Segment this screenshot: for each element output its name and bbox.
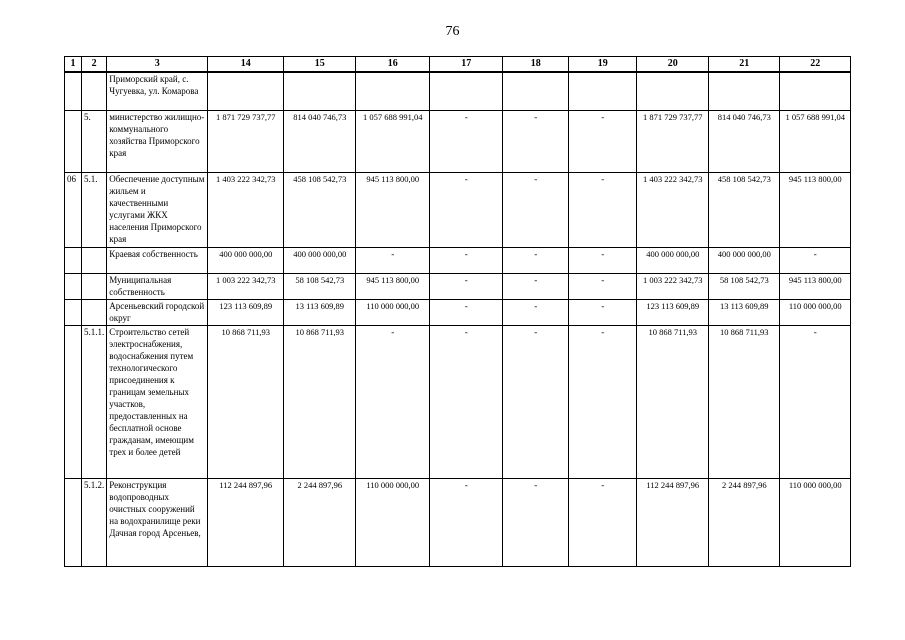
cell-col16: 110 000 000,00	[356, 299, 430, 325]
row-name: министерство жилищно-коммунального хозяйства Приморского края	[107, 110, 208, 172]
cell-col16: 110 000 000,00	[356, 478, 430, 566]
cell-col18: -	[503, 299, 569, 325]
column-header: 16	[356, 57, 430, 73]
row-item-number	[82, 247, 107, 273]
cell-col14: 1 871 729 737,77	[208, 110, 284, 172]
cell-col18: -	[503, 478, 569, 566]
page-number: 76	[445, 24, 460, 39]
row-item-number	[82, 273, 107, 299]
cell-col16: 945 113 800,00	[356, 172, 430, 247]
cell-col14: 400 000 000,00	[208, 247, 284, 273]
row-item-number: 5.	[82, 110, 107, 172]
cell-col19: -	[569, 273, 637, 299]
cell-col17: -	[430, 478, 503, 566]
cell-col17: -	[430, 172, 503, 247]
cell-col14	[208, 72, 284, 110]
cell-col14: 112 244 897,96	[208, 478, 284, 566]
cell-col15: 458 108 542,73	[284, 172, 356, 247]
cell-col20: 10 868 711,93	[637, 325, 709, 478]
row-code	[65, 325, 82, 478]
budget-table	[64, 56, 851, 567]
cell-col21: 458 108 542,73	[709, 172, 780, 247]
row-name: Приморский край, с. Чугуевка, ул. Комарова	[107, 72, 208, 110]
cell-col22: 945 113 800,00	[780, 273, 851, 299]
header-row	[65, 57, 851, 73]
row-item-number: 5.1.2.	[82, 478, 107, 566]
cell-col21: 58 108 542,73	[709, 273, 780, 299]
cell-col15: 2 244 897,96	[284, 478, 356, 566]
cell-col14: 1 403 222 342,73	[208, 172, 284, 247]
cell-col20: 1 003 222 342,73	[637, 273, 709, 299]
row-code	[65, 273, 82, 299]
cell-col20	[637, 72, 709, 110]
row-name: Строительство сетей электроснабжения, водоснабжения путем технологического присоединения к границам земельных участков, предоставленных на бесплатной основе гражданам, имеющим трех и более детей	[107, 325, 208, 478]
cell-col22: 110 000 000,00	[780, 299, 851, 325]
table-row	[65, 299, 851, 325]
column-header: 21	[709, 57, 780, 73]
cell-col19: -	[569, 478, 637, 566]
row-item-number: 5.1.1.	[82, 325, 107, 478]
column-header: 3	[107, 57, 208, 73]
column-header: 14	[208, 57, 284, 73]
table-row	[65, 72, 851, 110]
cell-col18: -	[503, 247, 569, 273]
cell-col20: 1 403 222 342,73	[637, 172, 709, 247]
row-code	[65, 478, 82, 566]
column-header: 17	[430, 57, 503, 73]
cell-col20: 400 000 000,00	[637, 247, 709, 273]
cell-col22: 110 000 000,00	[780, 478, 851, 566]
cell-col19: -	[569, 172, 637, 247]
row-item-number	[82, 299, 107, 325]
row-name: Обеспечение доступным жильем и качественными услугами ЖКХ населения Приморского края	[107, 172, 208, 247]
cell-col18	[503, 72, 569, 110]
table-row	[65, 273, 851, 299]
cell-col19: -	[569, 247, 637, 273]
cell-col17: -	[430, 110, 503, 172]
column-header: 19	[569, 57, 637, 73]
row-item-number: 5.1.	[82, 172, 107, 247]
cell-col16: -	[356, 247, 430, 273]
cell-col21: 814 040 746,73	[709, 110, 780, 172]
cell-col20: 123 113 609,89	[637, 299, 709, 325]
row-name: Краевая собственность	[107, 247, 208, 273]
cell-col19	[569, 72, 637, 110]
cell-col19: -	[569, 325, 637, 478]
cell-col16: 945 113 800,00	[356, 273, 430, 299]
table-row	[65, 172, 851, 247]
cell-col15: 10 868 711,93	[284, 325, 356, 478]
cell-col18: -	[503, 273, 569, 299]
cell-col15: 58 108 542,73	[284, 273, 356, 299]
cell-col14: 1 003 222 342,73	[208, 273, 284, 299]
column-header: 18	[503, 57, 569, 73]
table-row	[65, 325, 851, 478]
cell-col22: -	[780, 247, 851, 273]
cell-col21: 400 000 000,00	[709, 247, 780, 273]
cell-col17: -	[430, 299, 503, 325]
cell-col17: -	[430, 273, 503, 299]
row-code	[65, 247, 82, 273]
row-name: Муниципальная собственность	[107, 273, 208, 299]
row-code	[65, 72, 82, 110]
cell-col15: 814 040 746,73	[284, 110, 356, 172]
column-header: 1	[65, 57, 82, 73]
cell-col16	[356, 72, 430, 110]
cell-col16: -	[356, 325, 430, 478]
cell-col17: -	[430, 325, 503, 478]
cell-col21: 10 868 711,93	[709, 325, 780, 478]
row-name: Реконструкция водопроводных очистных сооружений на водохранилище реки Дачная город Арсеньев,	[107, 478, 208, 566]
cell-col15	[284, 72, 356, 110]
cell-col21: 13 113 609,89	[709, 299, 780, 325]
row-code	[65, 299, 82, 325]
column-header: 20	[637, 57, 709, 73]
cell-col14: 10 868 711,93	[208, 325, 284, 478]
cell-col17	[430, 72, 503, 110]
cell-col22: -	[780, 325, 851, 478]
row-code: 06	[65, 172, 82, 247]
cell-col19: -	[569, 299, 637, 325]
cell-col16: 1 057 688 991,04	[356, 110, 430, 172]
cell-col15: 13 113 609,89	[284, 299, 356, 325]
row-name: Арсеньевский городской округ	[107, 299, 208, 325]
cell-col18: -	[503, 110, 569, 172]
cell-col22: 1 057 688 991,04	[780, 110, 851, 172]
cell-col18: -	[503, 172, 569, 247]
cell-col22	[780, 72, 851, 110]
cell-col22: 945 113 800,00	[780, 172, 851, 247]
cell-col18: -	[503, 325, 569, 478]
table-row	[65, 110, 851, 172]
table-row	[65, 478, 851, 566]
column-header: 15	[284, 57, 356, 73]
column-header: 22	[780, 57, 851, 73]
column-header: 2	[82, 57, 107, 73]
cell-col14: 123 113 609,89	[208, 299, 284, 325]
row-item-number	[82, 72, 107, 110]
cell-col21: 2 244 897,96	[709, 478, 780, 566]
cell-col20: 112 244 897,96	[637, 478, 709, 566]
cell-col15: 400 000 000,00	[284, 247, 356, 273]
table-row	[65, 247, 851, 273]
cell-col17: -	[430, 247, 503, 273]
cell-col21	[709, 72, 780, 110]
cell-col19: -	[569, 110, 637, 172]
cell-col20: 1 871 729 737,77	[637, 110, 709, 172]
row-code	[65, 110, 82, 172]
